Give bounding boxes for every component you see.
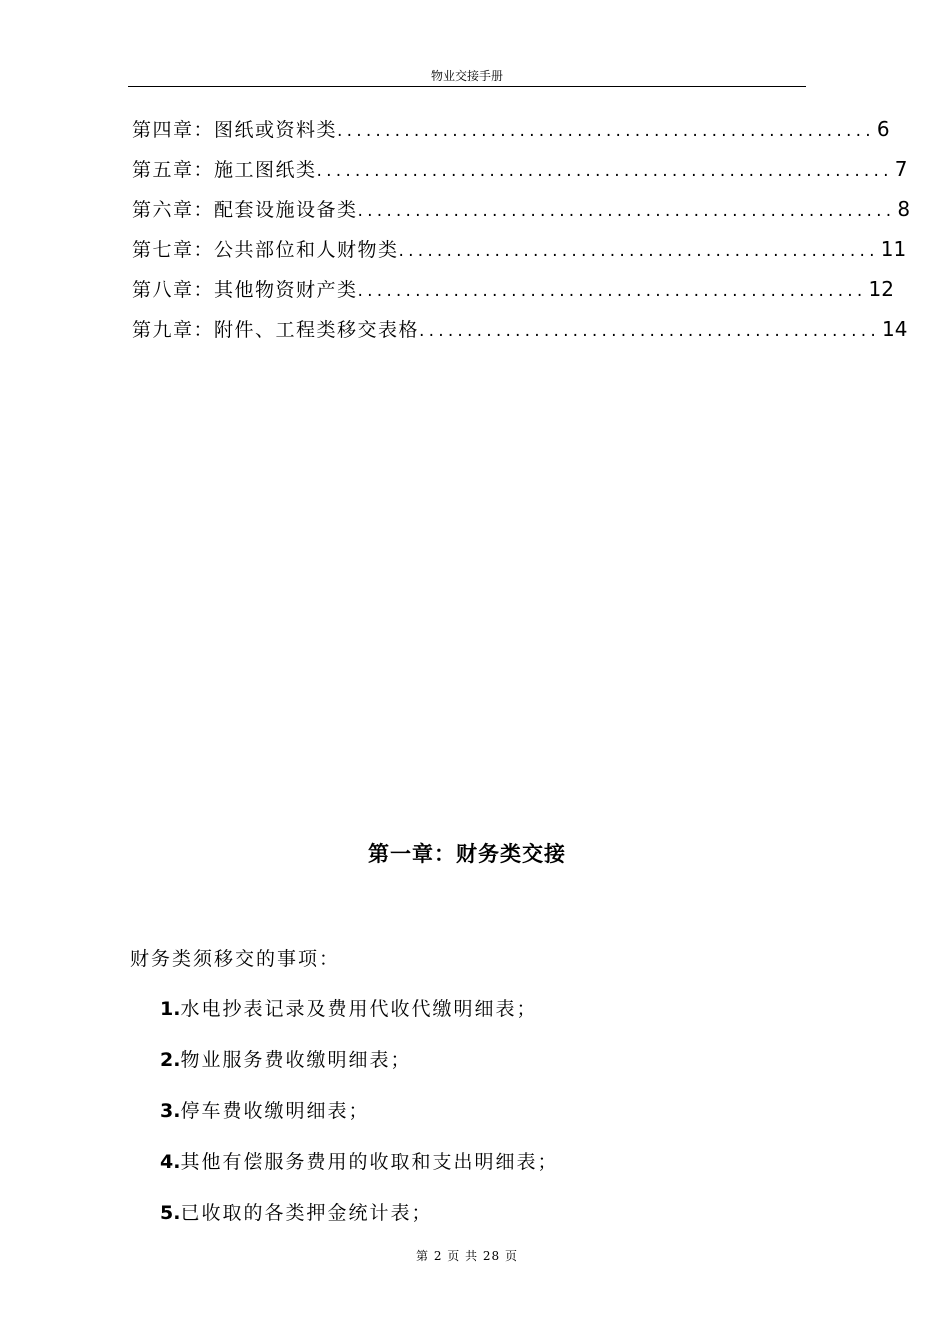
toc-leader-dots: ........................................................	[357, 201, 896, 221]
toc-entry[interactable]	[132, 114, 890, 154]
toc-entry-title: 第七章：公共部位和人财物类	[132, 239, 399, 261]
list-item-text: 停车费收缴明细表；	[180, 1100, 370, 1122]
toc-entry-page: 12	[868, 277, 894, 301]
toc-entry-title: 第八章：其他物资财产类	[132, 279, 358, 301]
toc-entry-title: 第四章：图纸或资料类	[132, 119, 338, 141]
toc-leader-dots: ........................................................	[337, 121, 875, 141]
chapter-heading: 第一章：财务类交接	[368, 841, 566, 866]
page-header: 物业交接手册	[430, 69, 503, 83]
toc-entry[interactable]	[132, 314, 908, 354]
page-footer: 第 2 页 共 28 页	[416, 1249, 518, 1263]
toc-leader-dots: ..................................................	[398, 241, 879, 261]
toc-entry-title: 第六章：配套设施设备类	[132, 199, 358, 221]
toc-entry[interactable]	[132, 154, 908, 194]
toc-entry-page: 11	[880, 237, 907, 261]
list-item-number: 5.	[160, 1202, 181, 1224]
toc-entry-title: 第五章：施工图纸类	[132, 159, 317, 181]
header-rule	[128, 86, 806, 87]
list-item	[160, 1198, 558, 1249]
toc-leader-dots: .....................................................	[357, 281, 867, 301]
toc-entry-page: 6	[876, 117, 890, 141]
list-item-text: 已收取的各类押金统计表；	[180, 1202, 433, 1224]
list-item-text: 其他有偿服务费用的收取和支出明细表；	[180, 1151, 559, 1173]
toc-leader-dots: ............................................................	[316, 161, 893, 181]
toc-entry[interactable]	[132, 234, 907, 274]
list-item-number: 2.	[160, 1049, 181, 1071]
list-item	[160, 994, 558, 1045]
list-item	[160, 1096, 558, 1147]
table-of-contents	[132, 114, 911, 354]
handover-items-list	[160, 994, 558, 1249]
toc-entry-page: 14	[882, 317, 908, 341]
list-item	[160, 1147, 558, 1198]
list-item-number: 3.	[160, 1100, 181, 1122]
toc-entry[interactable]	[132, 274, 894, 314]
toc-entry[interactable]	[132, 194, 911, 234]
section-intro: 财务类须移交的事项：	[130, 948, 341, 970]
list-item-text: 物业服务费收缴明细表；	[180, 1049, 412, 1071]
list-item-number: 1.	[160, 998, 181, 1020]
toc-entry-title: 第九章：附件、工程类移交表格	[132, 319, 420, 341]
toc-entry-page: 8	[897, 197, 911, 221]
toc-entry-page: 7	[894, 157, 908, 181]
list-item-number: 4.	[160, 1151, 181, 1173]
list-item	[160, 1045, 558, 1096]
toc-leader-dots: ................................................	[419, 321, 880, 341]
list-item-text: 水电抄表记录及费用代收代缴明细表；	[180, 998, 538, 1020]
